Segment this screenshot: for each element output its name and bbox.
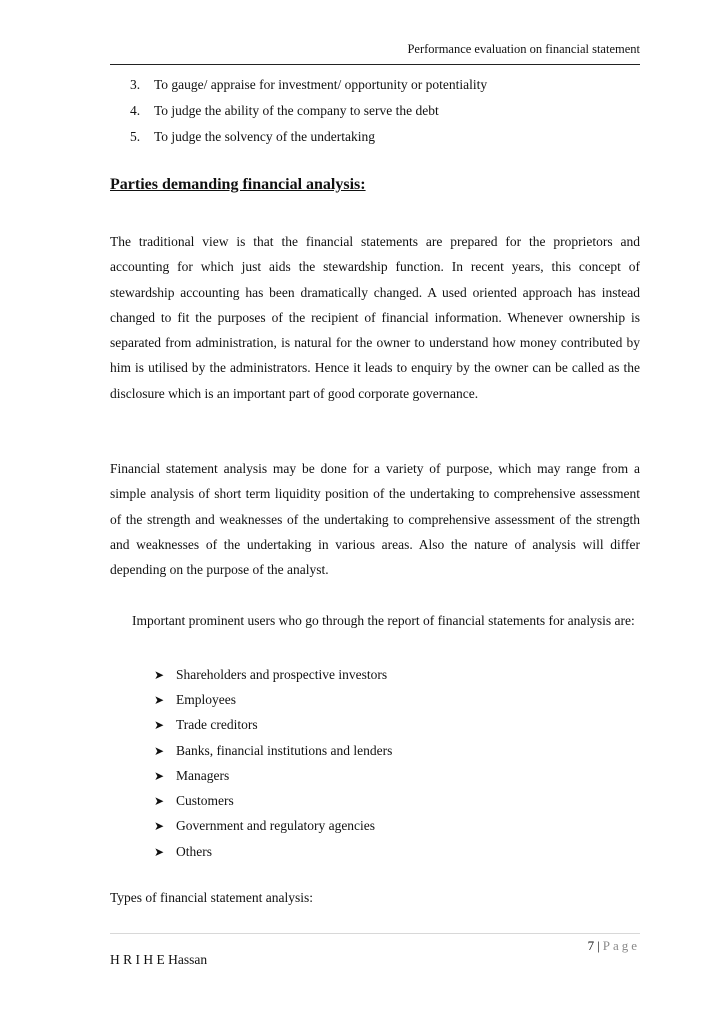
list-item [154, 662, 392, 687]
list-item [130, 128, 487, 154]
list-number: 4. [130, 103, 141, 118]
arrow-bullet-icon: ➤ [154, 718, 165, 733]
arrow-bullet-icon: ➤ [154, 768, 165, 783]
page-number [588, 938, 640, 954]
arrow-bullet-icon: ➤ [154, 667, 165, 682]
types-heading: Types of financial statement analysis: [110, 890, 313, 905]
section-heading: Parties demanding financial analysis: [110, 176, 366, 193]
list-item-text: Managers [176, 767, 230, 783]
footer-rule [110, 933, 640, 934]
list-number: 5. [130, 129, 141, 144]
arrow-bullet-icon: ➤ [154, 819, 165, 834]
list-item-text: Customers [176, 793, 234, 809]
list-item [154, 738, 392, 763]
arrow-bullet-icon: ➤ [154, 743, 165, 758]
list-item [130, 76, 487, 102]
list-number: 3. [130, 77, 141, 92]
list-item-text: To judge the solvency of the undertaking [154, 129, 375, 144]
header-rule [110, 64, 640, 65]
list-item-text: To judge the ability of the company to serve the debt [154, 103, 439, 118]
arrow-bullet-icon: ➤ [154, 794, 165, 809]
list-item-text: Government and regulatory agencies [176, 818, 376, 834]
list-item [154, 839, 392, 864]
list-item [130, 102, 487, 128]
paragraph-analysis-purpose: Financial statement analysis may be done for a variety of purpose, which may range from a simple analysis of short term liquidity position of the undertaking to comprehensive assessment of the strength and weaknesses of the undertaking to comprehensive assessment of the strength and weaknesses of the undertaking in various areas. Also the nature of analysis will differ depending on the purpose of the analyst. [110, 461, 640, 578]
list-item [154, 763, 392, 788]
list-item-text: Trade creditors [176, 717, 258, 733]
users-list [154, 662, 392, 864]
page-number-value: 7 [587, 938, 595, 953]
list-item [154, 687, 392, 712]
list-item-text: Shareholders and prospective investors [176, 666, 388, 682]
list-item-text: Others [176, 843, 212, 859]
page-separator: | [597, 938, 600, 953]
paragraph-users-intro: Important prominent users who go through the report of financial statements for analysis are: [132, 613, 635, 628]
arrow-bullet-icon: ➤ [154, 844, 165, 859]
list-item [154, 713, 392, 738]
paragraph-traditional-view: The traditional view is that the financial statements are prepared for the proprietors and accounting for which just aids the stewardship function. In recent years, this concept of stewardship accounting has been dramatically changed. A used oriented approach has instead changed to fit the purposes of the recipient of financial information. Whenever ownership is separated from administration, is natural for the owner to understand how money contributed by him is utilised by the administrators. Hence it leads to enquiry by the owner can be called as the disclosure which is an important part of good corporate governance. [110, 234, 640, 401]
author-name: H R I H E Hassan [110, 952, 208, 967]
list-item-text: Banks, financial institutions and lenders [176, 742, 393, 758]
list-item-text: To gauge/ appraise for investment/ opportunity or potentiality [154, 77, 488, 92]
list-item-text: Employees [176, 691, 236, 707]
list-item [154, 788, 392, 813]
running-header: Performance evaluation on financial statement [407, 42, 640, 56]
list-item [154, 814, 392, 839]
numbered-list [130, 76, 487, 154]
page-word: Page [602, 938, 640, 953]
arrow-bullet-icon: ➤ [154, 692, 165, 707]
